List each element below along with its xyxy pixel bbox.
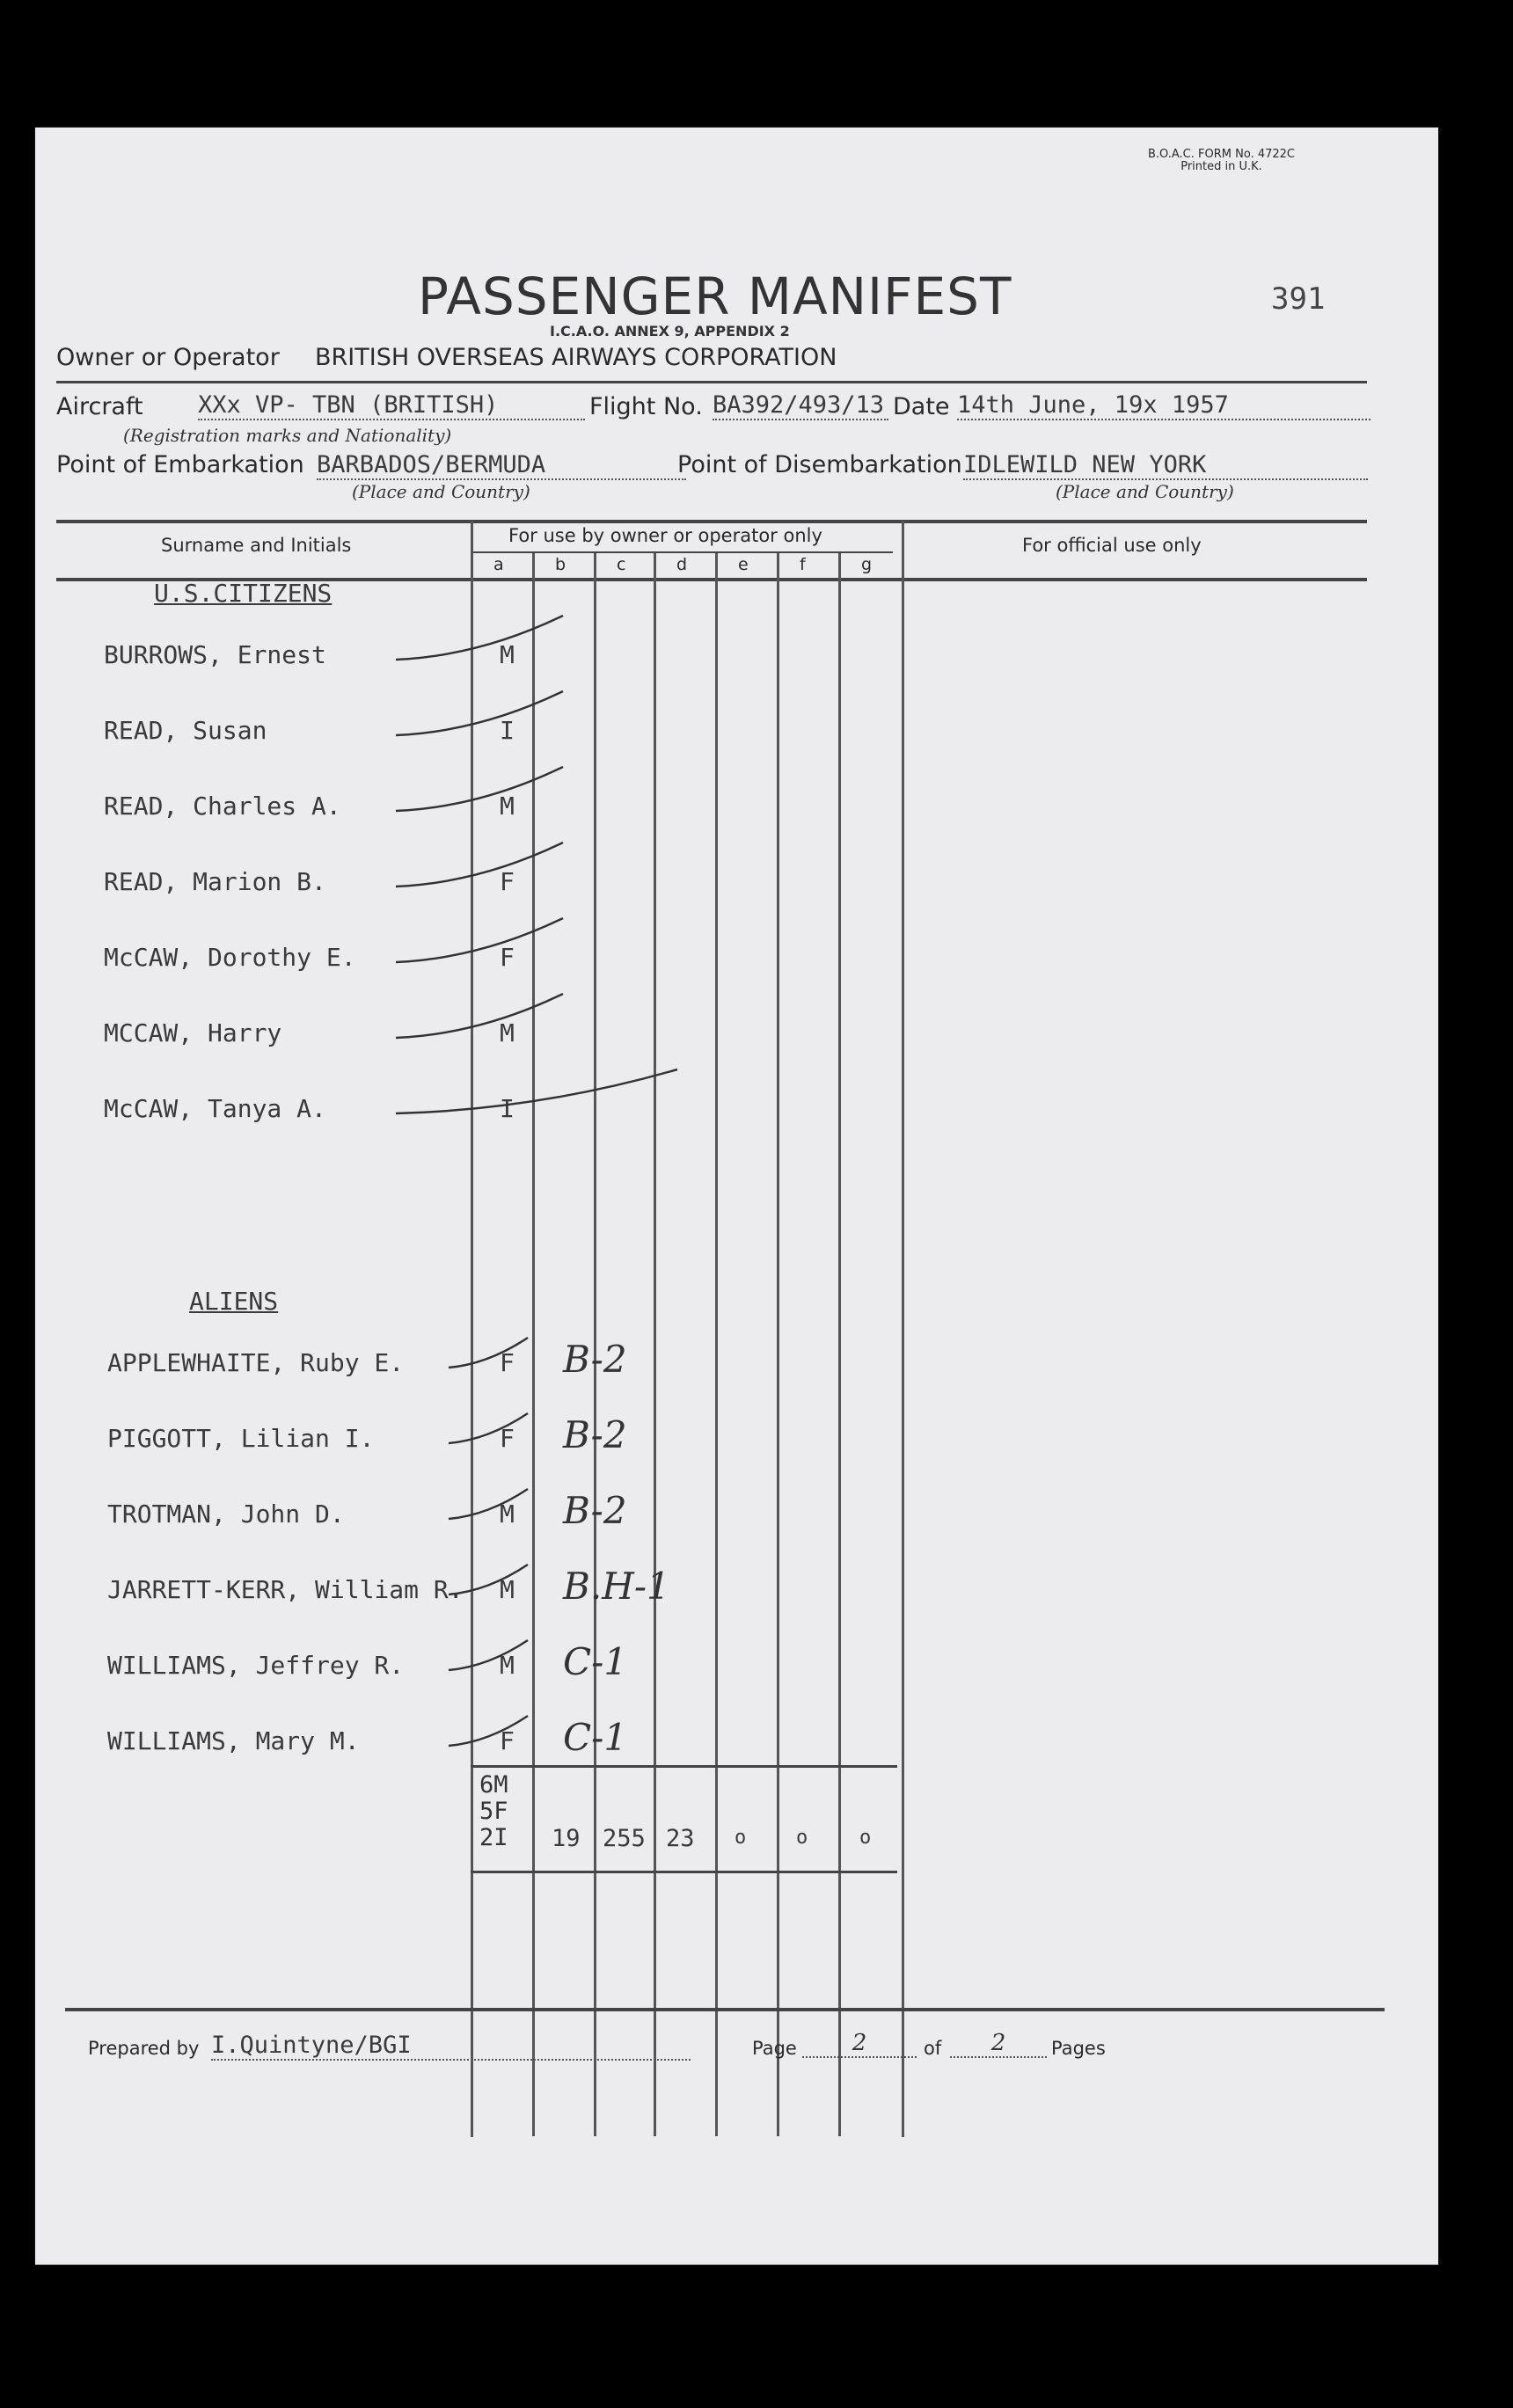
check-stroke xyxy=(396,1069,677,1113)
column-letter-c: c xyxy=(617,555,626,574)
check-stroke xyxy=(396,691,563,735)
printed-in: Printed in U.K. xyxy=(1180,160,1262,173)
passenger-name: McCAW, Dorothy E. xyxy=(104,943,356,972)
section-heading: ALIENS xyxy=(189,1287,279,1316)
prepared-value: I.Quintyne/BGI xyxy=(211,2032,691,2061)
column-letter-b: b xyxy=(555,555,566,574)
check-stroke xyxy=(396,843,563,887)
flight-label: Flight No. xyxy=(589,393,703,420)
flight-value: BA392/493/13 xyxy=(713,391,888,420)
handwritten-strokes xyxy=(35,128,1438,2265)
check-stroke xyxy=(396,994,563,1038)
owner-label: Owner or Operator xyxy=(56,344,280,371)
aircraft-label: Aircraft xyxy=(56,393,143,420)
date-label: Date xyxy=(893,393,950,420)
column-letter-g: g xyxy=(861,555,873,574)
passenger-sex: M xyxy=(500,1575,515,1604)
section-heading: U.S.CITIZENS xyxy=(154,579,333,608)
passenger-name: PIGGOTT, Lilian I. xyxy=(107,1424,375,1453)
owner-value: BRITISH OVERSEAS AIRWAYS CORPORATION xyxy=(315,344,837,371)
passenger-name: WILLIAMS, Jeffrey R. xyxy=(107,1651,405,1680)
passenger-sex: M xyxy=(500,1018,515,1047)
total-f: o xyxy=(796,1827,808,1849)
passenger-visa-class: B-2 xyxy=(563,1489,627,1532)
passenger-sex: F xyxy=(500,943,515,972)
pages-label: Pages xyxy=(1051,2038,1106,2059)
column-letter-a: a xyxy=(493,555,504,574)
page-stamp-number: 391 xyxy=(1271,281,1326,317)
embark-note: (Place and Country) xyxy=(352,481,530,502)
date-value: 14th June, 19x 1957 xyxy=(957,391,1370,420)
passenger-sex: F xyxy=(500,867,515,896)
total-c: 255 xyxy=(603,1825,646,1852)
page-label: Page xyxy=(752,2038,797,2059)
passenger-sex: M xyxy=(500,1500,515,1529)
aircraft-note: (Registration marks and Nationality) xyxy=(123,425,452,446)
passenger-sex: M xyxy=(500,640,515,669)
passenger-name: READ, Charles A. xyxy=(104,792,341,821)
passenger-name: APPLEWHAITE, Ruby E. xyxy=(107,1348,405,1377)
passenger-name: TROTMAN, John D. xyxy=(107,1500,345,1529)
passenger-sex: M xyxy=(500,792,515,821)
disembark-value: IDLEWILD NEW YORK xyxy=(963,451,1368,480)
passenger-name: BURROWS, Ernest xyxy=(104,640,326,669)
passenger-visa-class: B-2 xyxy=(563,1338,627,1381)
check-stroke xyxy=(449,1413,528,1443)
form-title: PASSENGER MANIFEST xyxy=(418,266,1012,326)
passenger-visa-class: B-2 xyxy=(563,1413,627,1456)
passenger-name: READ, Susan xyxy=(104,716,267,745)
official-header: For official use only xyxy=(1022,535,1202,556)
page-value: 2 xyxy=(802,2030,917,2058)
form-subtitle: I.C.A.O. ANNEX 9, APPENDIX 2 xyxy=(550,323,790,339)
total-b: 19 xyxy=(552,1825,581,1852)
prepared-label: Prepared by xyxy=(88,2038,200,2059)
passenger-name: MCCAW, Harry xyxy=(104,1018,282,1047)
passenger-sex: I xyxy=(500,716,515,745)
total-d: 23 xyxy=(666,1825,695,1852)
passenger-visa-class: B.H-1 xyxy=(563,1565,670,1608)
passenger-sex: M xyxy=(500,1651,515,1680)
total-e: o xyxy=(735,1827,747,1849)
passenger-visa-class: C-1 xyxy=(563,1716,628,1759)
check-stroke xyxy=(449,1716,528,1746)
of-label: of xyxy=(924,2038,942,2059)
surname-header: Surname and Initials xyxy=(161,535,352,556)
passenger-sex: F xyxy=(500,1348,515,1377)
check-stroke xyxy=(449,1640,528,1670)
disembark-label: Point of Disembarkation xyxy=(677,451,962,478)
of-value: 2 xyxy=(950,2030,1047,2058)
check-stroke xyxy=(449,1565,528,1594)
passenger-sex: I xyxy=(500,1094,515,1123)
column-letter-f: f xyxy=(800,555,806,574)
passenger-name: WILLIAMS, Mary M. xyxy=(107,1726,360,1755)
check-stroke xyxy=(396,918,563,962)
passenger-sex: F xyxy=(500,1424,515,1453)
check-stroke xyxy=(396,616,563,660)
operator-header: For use by owner or operator only xyxy=(508,525,822,546)
passenger-name: McCAW, Tanya A. xyxy=(104,1094,326,1123)
form-number: B.O.A.C. FORM No. 4722C xyxy=(1148,148,1295,161)
passenger-name: JARRETT-KERR, William R. xyxy=(107,1575,464,1604)
disembark-note: (Place and Country) xyxy=(1056,481,1234,502)
aircraft-value: XXx VP- TBN (BRITISH) xyxy=(198,391,585,420)
check-stroke xyxy=(449,1338,528,1368)
manifest-page xyxy=(35,128,1438,2265)
total-g: o xyxy=(859,1827,872,1849)
total-female: 5F xyxy=(479,1798,508,1825)
total-infant: 2I xyxy=(479,1824,508,1851)
total-male: 6M xyxy=(479,1771,508,1799)
passenger-name: READ, Marion B. xyxy=(104,867,326,896)
embark-label: Point of Embarkation xyxy=(56,451,304,478)
check-stroke xyxy=(449,1489,528,1519)
passenger-sex: F xyxy=(500,1726,515,1755)
embark-value: BARBADOS/BERMUDA xyxy=(317,451,686,480)
column-letter-e: e xyxy=(738,555,749,574)
column-letter-d: d xyxy=(676,555,688,574)
passenger-visa-class: C-1 xyxy=(563,1640,628,1683)
check-stroke xyxy=(396,767,563,811)
